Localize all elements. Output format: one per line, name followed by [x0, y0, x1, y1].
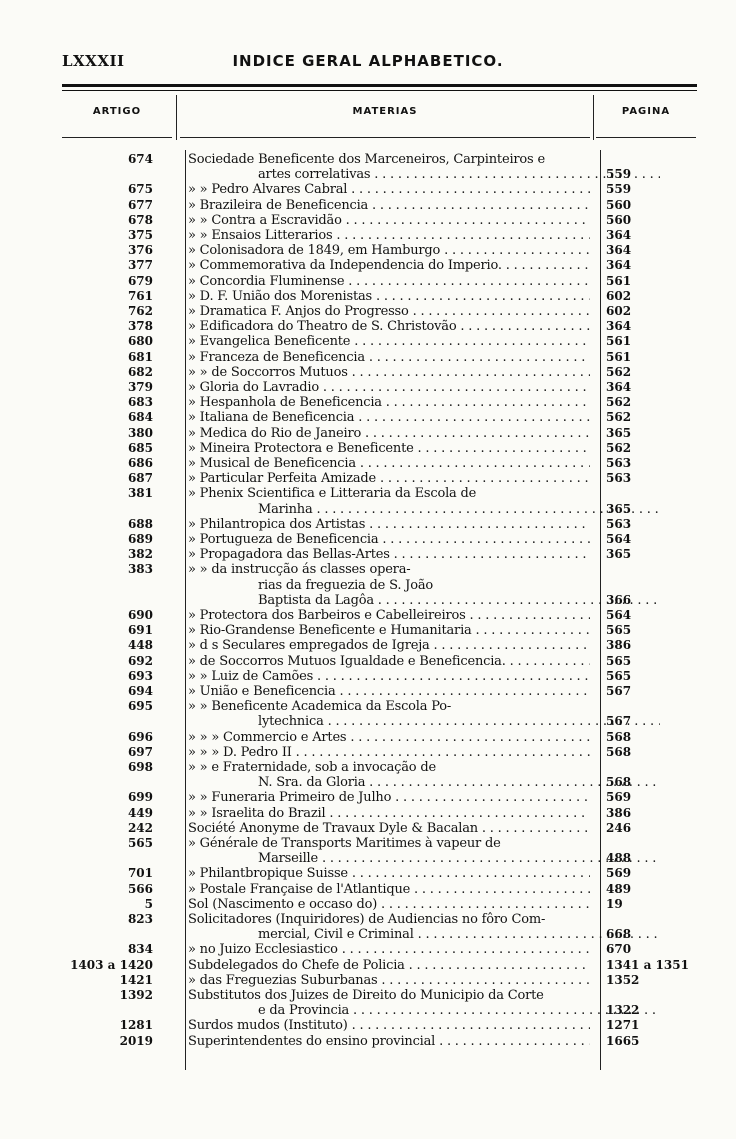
materia-cell: » Italiana de Beneficencia . . .: [188, 410, 590, 425]
table-row: [0, 958, 736, 973]
pagina-cell: 561: [606, 273, 632, 288]
artigo-cell: 448: [127, 638, 153, 653]
materia-cell: » Propagadora das Bellas-Artes . . .: [188, 547, 590, 562]
materia-cell: Solicitadores (Inquiridores) de Audiencias no fôro Com-: [188, 912, 546, 927]
pagina-cell: 562: [606, 395, 632, 410]
artigo-cell: 2019: [119, 1033, 153, 1048]
materia-cell: Baptista da Lagôa . . .: [188, 593, 660, 608]
table-row: [0, 486, 736, 501]
materia-cell: » Evangelica Beneficente . . .: [188, 334, 590, 349]
table-row: [0, 410, 736, 425]
materia-cell: Subdelegados do Chefe de Policia . . .: [188, 958, 590, 973]
artigo-cell: 698: [127, 760, 153, 774]
pagina-cell: 602: [606, 304, 632, 318]
pagina-cell: 19: [606, 896, 623, 911]
table-row: [0, 228, 736, 243]
materia-cell: » Brazileira de Beneficencia . . .: [188, 198, 590, 213]
materia-cell: lytechnica . . .: [188, 714, 660, 729]
artigo-cell: 823: [127, 912, 153, 926]
artigo-cell: 1392: [119, 988, 153, 1002]
materia-cell: » » Contra a Escravidão . . .: [188, 213, 590, 228]
artigo-cell: 378: [127, 319, 153, 334]
table-row: [0, 456, 736, 471]
table-row: [0, 882, 736, 897]
materia-cell: Substitutos dos Juizes de Direito do Municipio da Corte: [188, 988, 544, 1003]
table-row: [0, 502, 736, 517]
artigo-cell: 383: [127, 562, 153, 577]
materia-cell: » d s Seculares empregados de Igreja . . .: [188, 638, 590, 653]
materia-cell: » Franceza de Beneficencia . . .: [188, 350, 590, 365]
column-header-materias: MATERIAS: [352, 106, 418, 117]
materia-cell: Sociedade Beneficente dos Marceneiros, Carpinteiros e: [188, 152, 545, 167]
materia-cell: » Colonisadora de 1849, em Hamburgo . . .: [188, 243, 590, 258]
artigo-cell: 380: [127, 425, 153, 440]
pagina-cell: 364: [606, 319, 632, 334]
materia-cell: » Medica do Rio de Janeiro . . .: [188, 426, 590, 441]
pagina-cell: 364: [606, 258, 632, 273]
page-title: INDICE GERAL ALPHABETICO.: [232, 52, 504, 70]
table-row: [0, 365, 736, 380]
pagina-cell: 1665: [606, 1033, 640, 1048]
artigo-cell: 566: [127, 881, 153, 896]
materia-cell: rias da freguezia de S. João: [258, 577, 433, 593]
table-row: [0, 289, 736, 304]
materia-cell: Marinha . . .: [188, 502, 660, 517]
artigo-cell: 694: [127, 684, 153, 698]
table-row: [0, 775, 736, 790]
materia-cell: Société Anonyme de Travaux Dyle & Bacalan . . .: [188, 821, 590, 836]
pagina-cell: 365: [606, 547, 632, 562]
column-rule-artigo: [62, 137, 172, 138]
materia-cell: » » e Fraternidade, sob a invocação de: [188, 760, 436, 775]
table-row: [0, 942, 736, 957]
table-row: [0, 851, 736, 866]
pagina-cell: 386: [606, 805, 632, 820]
materia-cell: Surdos mudos (Instituto) . . .: [188, 1018, 590, 1033]
materia-cell: » Philantbropique Suisse . . .: [188, 866, 590, 881]
artigo-cell: 1421: [119, 972, 153, 987]
materia-cell: » » Luiz de Camões . . .: [188, 669, 590, 684]
pagina-cell: 1352: [606, 972, 640, 987]
table-row: [0, 198, 736, 213]
materia-cell: mercial, Civil e Criminal . . .: [188, 927, 660, 942]
pagina-cell: 560: [606, 197, 632, 212]
table-row: [0, 593, 736, 608]
table-row: [0, 426, 736, 441]
table-row: [0, 730, 736, 745]
artigo-cell: 685: [127, 440, 153, 455]
table-row: [0, 258, 736, 273]
artigo-cell: 375: [127, 228, 153, 242]
pagina-cell: 569: [606, 790, 632, 805]
table-row: [0, 988, 736, 1003]
artigo-cell: 834: [127, 942, 153, 957]
artigo-cell: 692: [127, 653, 153, 668]
artigo-cell: 688: [127, 516, 153, 531]
table-row: [0, 1003, 736, 1018]
table-row: [0, 380, 736, 395]
pagina-cell: 564: [606, 532, 632, 546]
artigo-cell: 687: [127, 471, 153, 486]
artigo-cell: 1281: [119, 1018, 153, 1033]
pagina-cell: 602: [606, 288, 632, 303]
materia-cell: » das Freguezias Suburbanas . . .: [188, 973, 590, 988]
pagina-cell: 560: [606, 212, 632, 227]
artigo-cell: 674: [127, 152, 153, 166]
materia-cell: » Hespanhola de Beneficencia . . .: [188, 395, 590, 410]
artigo-cell: 697: [127, 744, 153, 759]
table-row: [0, 395, 736, 410]
artigo-cell: 680: [127, 334, 153, 349]
artigo-cell: 690: [127, 608, 153, 622]
materia-cell: » Gloria do Lavradio . . .: [188, 380, 590, 395]
materia-cell: » Philantropica dos Artistas . . .: [188, 517, 590, 532]
artigo-cell: 677: [127, 197, 153, 212]
table-row: [0, 927, 736, 942]
table-row: [0, 669, 736, 684]
artigo-cell: 762: [127, 304, 153, 318]
artigo-cell: 1403 a 1420: [70, 957, 153, 972]
table-row: [0, 654, 736, 669]
artigo-cell: 699: [127, 790, 153, 805]
pagina-cell: 670: [606, 942, 632, 957]
table-row: [0, 912, 736, 927]
pagina-cell: 489: [606, 881, 632, 896]
artigo-cell: 679: [127, 273, 153, 288]
artigo-cell: 381: [127, 486, 153, 501]
table-row: [0, 547, 736, 562]
table-row: [0, 790, 736, 805]
table-row: [0, 806, 736, 821]
artigo-cell: 691: [127, 623, 153, 638]
pagina-cell: 561: [606, 349, 632, 364]
pagina-cell: 488: [606, 851, 632, 866]
table-row: [0, 973, 736, 988]
materia-cell: » D. F. União dos Morenistas . . .: [188, 289, 590, 304]
pagina-cell: 564: [606, 608, 632, 622]
materia-cell: » Edificadora do Theatro de S. Christovão . . .: [188, 319, 590, 334]
materia-cell: » » Funeraria Primeiro de Julho . . .: [188, 790, 590, 805]
table-row: [0, 699, 736, 714]
artigo-cell: 681: [127, 349, 153, 364]
pagina-cell: 565: [606, 668, 632, 683]
table-row: [0, 578, 736, 593]
materia-cell: » » da instrucção ás classes opera-: [188, 562, 411, 578]
table-row: [0, 517, 736, 532]
artigo-cell: 689: [127, 532, 153, 546]
artigo-cell: 695: [127, 699, 153, 714]
materia-cell: » » » D. Pedro II . . .: [188, 745, 590, 760]
artigo-cell: 701: [127, 866, 153, 881]
materia-cell: e da Provincia . . .: [188, 1003, 660, 1018]
artigo-cell: 693: [127, 668, 153, 683]
pagina-cell: 386: [606, 638, 632, 653]
table-row: [0, 760, 736, 775]
pagina-cell: 1322: [606, 1003, 640, 1018]
page-header: [0, 52, 736, 72]
table-row: [0, 562, 736, 577]
pagina-cell: 668: [606, 927, 632, 942]
table-row: [0, 684, 736, 699]
table-row: [0, 334, 736, 349]
table-row: [0, 836, 736, 851]
materia-cell: N. Sra. da Gloria . . .: [188, 775, 660, 790]
materia-cell: » Dramatica F. Anjos do Progresso . . .: [188, 304, 590, 319]
artigo-cell: 678: [127, 212, 153, 227]
artigo-cell: 682: [127, 364, 153, 379]
table-row: [0, 243, 736, 258]
pagina-cell: 559: [606, 167, 632, 182]
column-rule-pagina: [596, 137, 696, 138]
pagina-cell: 364: [606, 380, 632, 394]
table-row: [0, 274, 736, 289]
materia-cell: » Particular Perfeita Amizade . . .: [188, 471, 590, 486]
table-row: [0, 1018, 736, 1033]
materia-cell: » União e Beneficencia . . .: [188, 684, 590, 699]
table-row: [0, 441, 736, 456]
materia-cell: artes correlativas . . .: [188, 167, 660, 182]
table-row: [0, 167, 736, 182]
table-row: [0, 304, 736, 319]
artigo-cell: 377: [127, 258, 153, 273]
table-row: [0, 821, 736, 836]
artigo-cell: 686: [127, 456, 153, 470]
table-row: [0, 532, 736, 547]
artigo-cell: 684: [127, 410, 153, 425]
materia-cell: » » Beneficente Academica da Escola Po-: [188, 699, 452, 715]
pagina-cell: 559: [606, 182, 632, 197]
column-header-pagina: PAGINA: [621, 106, 671, 117]
page-number: LXXXII: [62, 52, 125, 70]
pagina-cell: 568: [606, 744, 632, 759]
materia-cell: » Concordia Fluminense . . .: [188, 274, 590, 289]
column-divider-right-head: [593, 95, 594, 140]
pagina-cell: 561: [606, 334, 632, 349]
table-row: [0, 608, 736, 623]
pagina-cell: 562: [606, 364, 632, 379]
pagina-cell: 565: [606, 623, 632, 638]
pagina-cell: 567: [606, 684, 632, 698]
materia-cell: » Postale Française de l'Atlantique . . .: [188, 882, 590, 897]
materia-cell: » Portugueza de Beneficencia . . .: [188, 532, 590, 547]
column-header-artigo: ARTIGO: [92, 106, 142, 117]
pagina-cell: 246: [606, 820, 632, 835]
artigo-cell: 379: [127, 380, 153, 394]
artigo-cell: 696: [127, 729, 153, 744]
materia-cell: » no Juizo Ecclesiastico . . .: [188, 942, 590, 957]
pagina-cell: 1271: [606, 1018, 640, 1033]
table-row: [0, 152, 736, 167]
pagina-cell: 567: [606, 714, 632, 729]
materia-cell: » Phenix Scientifica e Litteraria da Escola de: [188, 486, 477, 502]
header-rule-thick: [62, 84, 697, 87]
header-rule-thin: [62, 90, 697, 91]
table-row: [0, 638, 736, 653]
artigo-cell: 675: [127, 182, 153, 197]
table-row: [0, 745, 736, 760]
materia-cell: » Rio-Grandense Beneficente e Humanitaria . . .: [188, 623, 590, 638]
table-row: [0, 471, 736, 486]
pagina-cell: 365: [606, 501, 632, 516]
table-row: [0, 213, 736, 228]
table-row: [0, 319, 736, 334]
table-row: [0, 623, 736, 638]
artigo-cell: 242: [127, 820, 153, 835]
table-row: [0, 866, 736, 881]
artigo-cell: 5: [144, 896, 153, 911]
pagina-cell: 563: [606, 456, 632, 470]
artigo-cell: 382: [127, 547, 153, 562]
pagina-cell: 364: [606, 228, 632, 242]
artigo-cell: 376: [127, 243, 153, 258]
materia-cell: » » de Soccorros Mutuos . . .: [188, 365, 590, 380]
pagina-cell: 568: [606, 775, 632, 790]
artigo-cell: 761: [127, 288, 153, 303]
materia-cell: » Musical de Beneficencia . . .: [188, 456, 590, 471]
materia-cell: Marseille . . .: [188, 851, 660, 866]
materia-cell: » Générale de Transports Maritimes à vapeur de: [188, 836, 501, 851]
artigo-cell: 565: [127, 836, 153, 850]
materia-cell: » » Ensaios Litterarios . . .: [188, 228, 590, 243]
table-row: [0, 182, 736, 197]
materia-cell: » de Soccorros Mutuos Igualdade e Beneficencia. . . .: [188, 654, 590, 669]
artigo-cell: 449: [127, 805, 153, 820]
table-row: [0, 1034, 736, 1049]
pagina-cell: 569: [606, 866, 632, 881]
pagina-cell: 568: [606, 729, 632, 744]
artigo-cell: 683: [127, 395, 153, 410]
pagina-cell: 366: [606, 592, 632, 607]
materia-cell: » » Pedro Alvares Cabral . . .: [188, 182, 590, 197]
pagina-cell: 364: [606, 243, 632, 258]
materia-cell: Superintendentes do ensino provincial . . .: [188, 1034, 590, 1049]
table-row: [0, 714, 736, 729]
materia-cell: » » Israelita do Brazil . . .: [188, 806, 590, 821]
materia-cell: Sol (Nascimento e occaso do) . . .: [188, 897, 590, 912]
materia-cell: » » » Commercio e Artes . . .: [188, 730, 590, 745]
pagina-cell: 562: [606, 440, 632, 455]
pagina-cell: 562: [606, 410, 632, 425]
column-divider-left-head: [176, 95, 177, 140]
materia-cell: » Commemorativa da Independencia do Imperio. . . .: [188, 258, 590, 273]
column-rule-materias: [180, 137, 590, 138]
pagina-cell: 1341 a 1351: [606, 957, 689, 972]
materia-cell: » Protectora dos Barbeiros e Cabelleireiros . . .: [188, 608, 590, 623]
pagina-cell: 563: [606, 516, 632, 531]
pagina-cell: 563: [606, 471, 632, 486]
pagina-cell: 565: [606, 653, 632, 668]
table-row: [0, 350, 736, 365]
pagina-cell: 365: [606, 425, 632, 440]
table-row: [0, 897, 736, 912]
materia-cell: » Mineira Protectora e Beneficente . . .: [188, 441, 590, 456]
